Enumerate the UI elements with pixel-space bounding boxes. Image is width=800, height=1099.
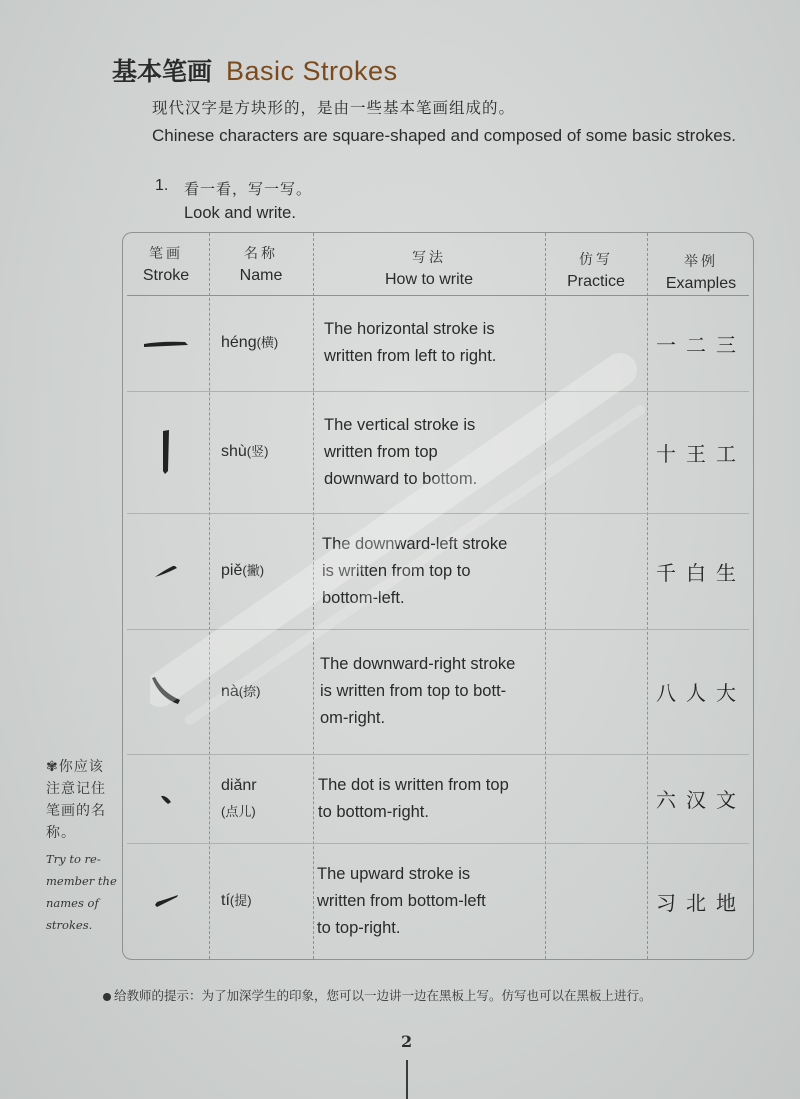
header-how-to-write: 写法 How to write	[384, 249, 474, 288]
stroke-examples-heng: 一二三	[656, 332, 746, 357]
practice-cell[interactable]	[546, 514, 646, 628]
practice-cell[interactable]	[546, 392, 646, 512]
bullet-dot-icon	[103, 993, 111, 1001]
stroke-examples-na: 八人大	[656, 681, 746, 705]
side-note-english: Try to re- member the names of strokes.	[46, 852, 117, 932]
stroke-examples-shu: 十王工	[656, 441, 746, 466]
stroke-description-heng: The horizontal stroke is written from left to right.	[324, 320, 497, 365]
task-number: 1.	[155, 177, 169, 194]
side-note-chinese: ✾你应该 注意记住 笔画的名 称。	[46, 759, 106, 841]
stroke-description-ti: The upward stroke is written from bottom-left to top-right.	[317, 864, 486, 937]
heading-chinese: 基本笔画	[112, 57, 213, 86]
stroke-description-shu: The vertical stroke is written from top downward to bottom.	[324, 415, 478, 488]
column-divider	[313, 233, 314, 959]
side-note	[46, 756, 120, 936]
stroke-name-dianr: diǎnr (点儿)	[221, 776, 257, 819]
book-binding-line	[406, 1060, 408, 1099]
vertical-stroke-icon	[123, 391, 209, 513]
stroke-examples-ti: 习北地	[656, 890, 746, 915]
practice-cell[interactable]	[546, 296, 646, 390]
practice-cell[interactable]	[546, 844, 646, 958]
stroke-name-shu: shù (竖)	[221, 443, 269, 460]
practice-cell[interactable]	[546, 630, 646, 753]
downward-left-stroke-icon	[123, 513, 209, 629]
task-instruction-english: Look and write.	[184, 204, 296, 222]
upward-stroke-icon	[123, 843, 209, 959]
page-number: 2	[401, 1032, 413, 1051]
dot-stroke-icon	[123, 754, 209, 843]
stroke-name-na: nà (捺)	[221, 682, 261, 700]
section-heading	[112, 52, 398, 88]
column-divider	[209, 233, 210, 959]
stroke-name-pie: piě (撇)	[221, 562, 265, 579]
stroke-name-heng: héng (横)	[221, 334, 279, 351]
heading-english: Basic Strokes	[226, 56, 398, 86]
stroke-examples-pie: 千白生	[656, 560, 746, 585]
header-practice: 仿写 Practice	[567, 251, 625, 290]
stroke-name-ti: tí (提)	[221, 892, 252, 909]
intro-english: Chinese characters are square-shaped and composed of some basic strokes.	[152, 126, 736, 145]
intro-chinese: 现代汉字是方块形的，是由一些基本笔画组成的。	[152, 99, 516, 117]
strokes-table	[122, 232, 754, 960]
downward-right-stroke-icon	[123, 629, 209, 754]
stroke-description-dianr: The dot is written from top to bottom-right.	[318, 775, 509, 821]
stroke-examples-dianr: 六汉文	[656, 788, 746, 812]
header-examples: 举例 Examples	[665, 253, 737, 292]
teacher-tip: 给教师的提示：为了加深学生的印象，您可以一边讲一边在黑板上写。仿写也可以在黑板上进行。	[103, 986, 652, 1004]
task-instruction-chinese: 看一看，写一写。	[184, 180, 313, 198]
header-stroke: 笔画 Stroke	[142, 245, 190, 284]
horizontal-stroke-icon	[123, 295, 209, 391]
flower-bullet-icon: ✾	[46, 759, 59, 775]
stroke-description-na: The downward-right stroke is written from top to bott- om-right.	[320, 655, 516, 727]
practice-cell[interactable]	[546, 755, 646, 842]
stroke-description-pie: The downward-left stroke is written from top to bottom-left.	[322, 534, 508, 607]
header-name: 名称 Name	[239, 245, 283, 284]
